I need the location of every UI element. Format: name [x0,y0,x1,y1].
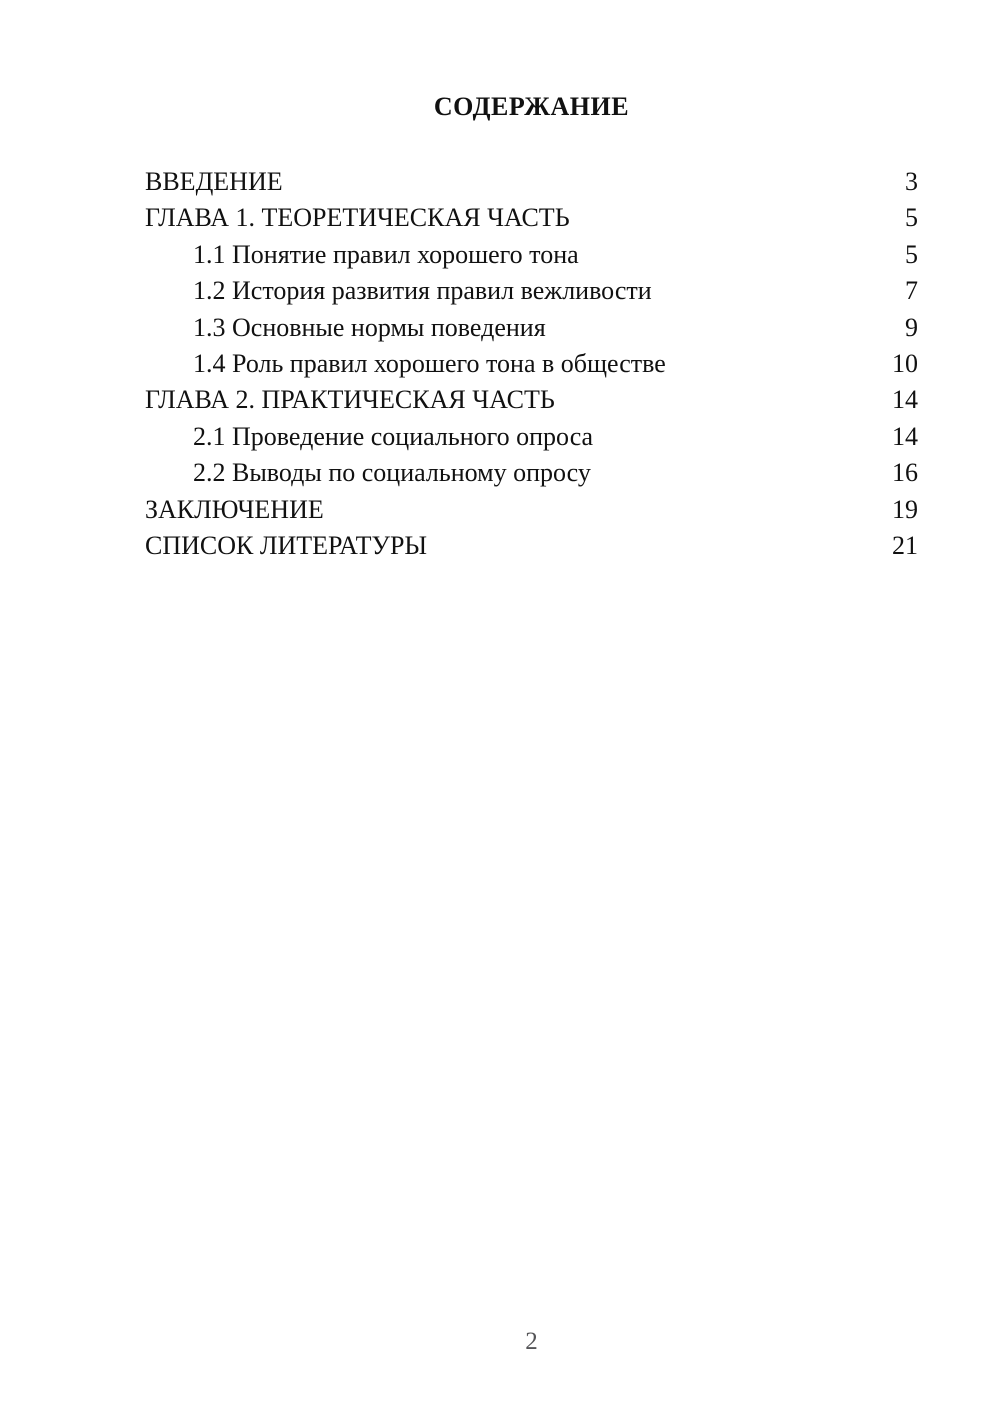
toc-entry-page: 19 [892,494,918,524]
toc-entry-page: 10 [892,349,918,379]
toc-row [145,237,918,273]
toc-row [145,273,918,309]
toc-entry-page: 9 [905,312,918,342]
toc-row [145,200,918,236]
table-of-contents [145,164,918,564]
toc-entry-label: ГЛАВА 1. ТЕОРЕТИЧЕСКАЯ ЧАСТЬ [145,203,570,233]
toc-row [145,492,918,528]
toc-entry-page: 3 [905,167,918,196]
footer-page-number: 2 [525,1328,538,1355]
toc-row [145,419,918,455]
toc-row [145,528,918,564]
toc-row [145,164,918,200]
toc-entry-page: 14 [892,421,918,451]
toc-row [145,382,918,418]
toc-entry-label: ГЛАВА 2. ПРАКТИЧЕСКАЯ ЧАСТЬ [145,385,555,415]
toc-entry-page: 21 [892,531,918,561]
toc-entry-page: 16 [892,458,918,488]
toc-entry-label: ВВЕДЕНИЕ [145,167,283,196]
toc-entry-label: СПИСОК ЛИТЕРАТУРЫ [145,531,428,561]
toc-entry-page: 5 [905,239,918,269]
toc-entry-label: 1.2 История развития правил вежливости [193,276,652,306]
toc-row [145,455,918,491]
toc-row [145,310,918,346]
toc-entry-label: 2.1 Проведение социального опроса [193,421,594,451]
toc-row [145,346,918,382]
toc-entry-label: 1.1 Понятие правил хорошего тона [193,239,579,269]
toc-entry-page: 14 [892,385,918,415]
page-title: СОДЕРЖАНИЕ [433,92,630,121]
toc-entry-label: 1.4 Роль правил хорошего тона в обществе [193,349,666,379]
toc-entry-page: 7 [905,276,918,306]
toc-entry-label: ЗАКЛЮЧЕНИЕ [145,494,324,524]
toc-entry-label: 2.2 Выводы по социальному опросу [193,458,591,488]
toc-entry-label: 1.3 Основные нормы поведения [193,312,546,342]
toc-entry-page: 5 [905,203,918,233]
